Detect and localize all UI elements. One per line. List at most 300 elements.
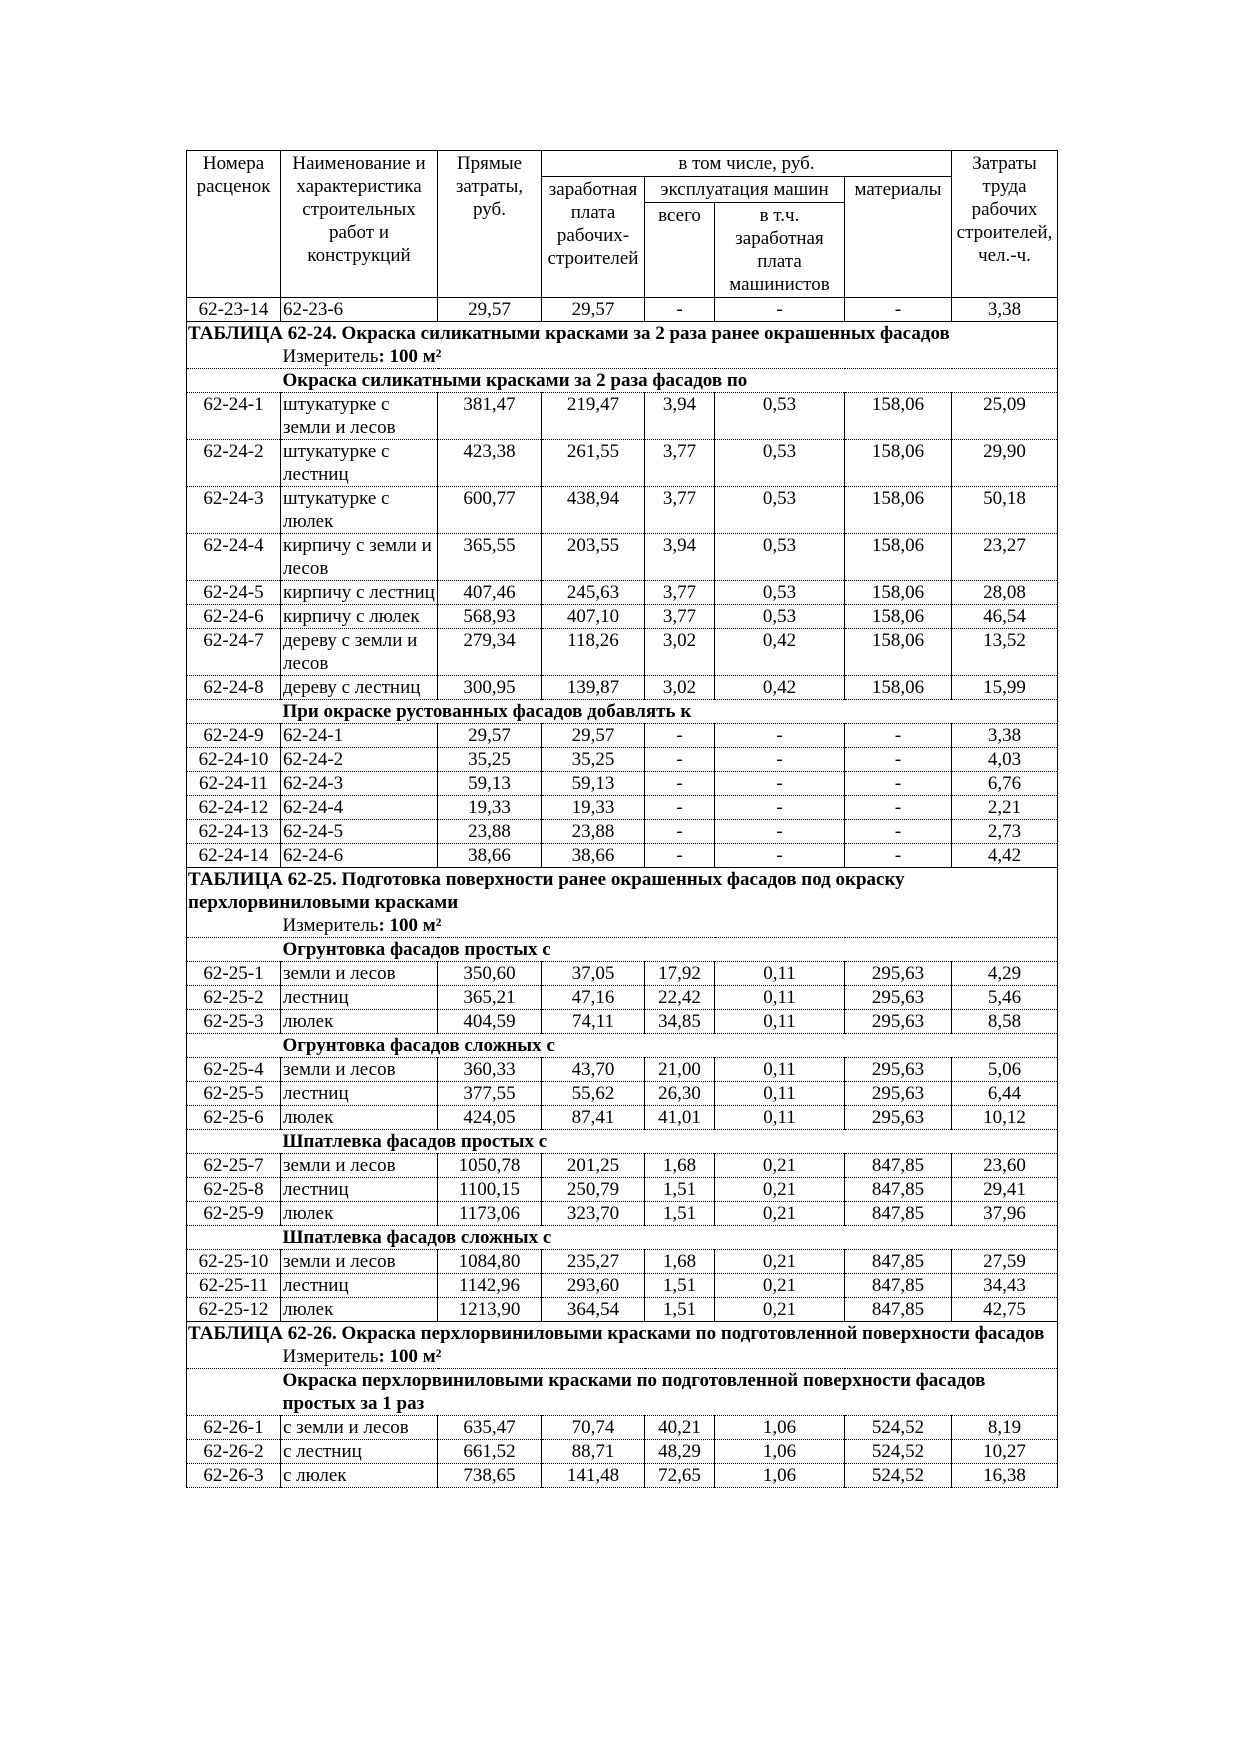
row-materialy: 847,85 — [845, 1298, 952, 1322]
section-heading: Шпатлевка фасадов сложных с — [281, 1226, 1058, 1250]
row-mashinisty: 0,53 — [715, 393, 845, 440]
row-materialy: 158,06 — [845, 393, 952, 440]
section-heading: Окраска силикатными красками за 2 раза фасадов по — [281, 369, 1058, 393]
row-pryamye: 38,66 — [438, 844, 542, 868]
row-code: 62-25-1 — [187, 962, 281, 986]
row-zatraty: 34,43 — [952, 1274, 1058, 1298]
row-vsego: 1,68 — [645, 1154, 715, 1178]
row-zatraty: 8,58 — [952, 1010, 1058, 1034]
row-mashinisty: 0,53 — [715, 581, 845, 605]
table-row — [187, 298, 1058, 322]
row-materialy: 158,06 — [845, 534, 952, 581]
row-vsego: 1,51 — [645, 1274, 715, 1298]
row-pryamye: 738,65 — [438, 1464, 542, 1488]
row-name: земли и лесов — [281, 1058, 438, 1082]
table-title: ТАБЛИЦА 62-24. Окраска силикатными красками за 2 раза ранее окрашенных фасадов — [187, 322, 1058, 346]
row-vsego: 3,77 — [645, 487, 715, 534]
row-zarplata: 47,16 — [542, 986, 645, 1010]
row-code: 62-24-12 — [187, 796, 281, 820]
row-pryamye: 23,88 — [438, 820, 542, 844]
row-code: 62-24-6 — [187, 605, 281, 629]
section-heading: Окраска перхлорвиниловыми красками по подготовленной поверхности фасадов простых за 1 раз — [281, 1369, 1058, 1416]
row-materialy: 847,85 — [845, 1250, 952, 1274]
header-materialy: материалы — [845, 177, 952, 298]
row-zarplata: 55,62 — [542, 1082, 645, 1106]
row-name: 62-24-1 — [281, 724, 438, 748]
measure-row — [187, 1345, 1058, 1369]
row-pryamye: 1142,96 — [438, 1274, 542, 1298]
row-zatraty: 3,38 — [952, 724, 1058, 748]
row-name: кирпичу с лестниц — [281, 581, 438, 605]
row-name: лестниц — [281, 1082, 438, 1106]
table-row — [187, 1464, 1058, 1488]
table-title-row — [187, 868, 1058, 915]
row-code: 62-25-5 — [187, 1082, 281, 1106]
row-materialy: 295,63 — [845, 1106, 952, 1130]
row-vsego: - — [645, 724, 715, 748]
row-pryamye: 407,46 — [438, 581, 542, 605]
measure-label: Измеритель — [282, 915, 379, 936]
row-vsego: 26,30 — [645, 1082, 715, 1106]
row-zatraty: 46,54 — [952, 605, 1058, 629]
row-code: 62-24-5 — [187, 581, 281, 605]
row-code: 62-24-11 — [187, 772, 281, 796]
row-zatraty: 29,41 — [952, 1178, 1058, 1202]
row-materialy: 295,63 — [845, 1010, 952, 1034]
row-name: лестниц — [281, 986, 438, 1010]
row-pryamye: 423,38 — [438, 440, 542, 487]
measure-row — [187, 914, 1058, 938]
row-zarplata: 323,70 — [542, 1202, 645, 1226]
row-zatraty: 13,52 — [952, 629, 1058, 676]
row-mashinisty: 0,11 — [715, 1010, 845, 1034]
section-row — [187, 1034, 1058, 1058]
row-mashinisty: - — [715, 298, 845, 322]
row-pryamye: 365,55 — [438, 534, 542, 581]
row-code: 62-24-9 — [187, 724, 281, 748]
section-spacer — [187, 700, 281, 724]
row-name: земли и лесов — [281, 962, 438, 986]
row-name: 62-24-2 — [281, 748, 438, 772]
row-pryamye: 35,25 — [438, 748, 542, 772]
table-row — [187, 1298, 1058, 1322]
row-mashinisty: 0,42 — [715, 676, 845, 700]
row-name: штукатурке с лестниц — [281, 440, 438, 487]
table-title: ТАБЛИЦА 62-26. Окраска перхлорвиниловыми красками по подготовленной поверхности фасадов — [187, 1322, 1058, 1346]
row-pryamye: 300,95 — [438, 676, 542, 700]
row-pryamye: 59,13 — [438, 772, 542, 796]
row-materialy: 158,06 — [845, 487, 952, 534]
section-heading: Огрунтовка фасадов сложных с — [281, 1034, 1058, 1058]
row-zarplata: 118,26 — [542, 629, 645, 676]
row-code: 62-24-14 — [187, 844, 281, 868]
row-mashinisty: 0,42 — [715, 629, 845, 676]
row-zatraty: 6,76 — [952, 772, 1058, 796]
header-nomera: Номера расценок — [187, 151, 281, 298]
row-zarplata: 29,57 — [542, 724, 645, 748]
row-name: 62-24-4 — [281, 796, 438, 820]
row-zarplata: 38,66 — [542, 844, 645, 868]
row-materialy: 847,85 — [845, 1178, 952, 1202]
row-vsego: 3,02 — [645, 676, 715, 700]
table-row — [187, 1106, 1058, 1130]
table-row — [187, 581, 1058, 605]
header-row-1 — [187, 151, 1058, 177]
row-name: земли и лесов — [281, 1250, 438, 1274]
row-zarplata: 70,74 — [542, 1416, 645, 1440]
row-zatraty: 37,96 — [952, 1202, 1058, 1226]
table-row — [187, 440, 1058, 487]
row-code: 62-24-13 — [187, 820, 281, 844]
row-code: 62-25-7 — [187, 1154, 281, 1178]
table-row — [187, 1010, 1058, 1034]
row-zatraty: 50,18 — [952, 487, 1058, 534]
row-pryamye: 424,05 — [438, 1106, 542, 1130]
row-vsego: 40,21 — [645, 1416, 715, 1440]
row-name: кирпичу с люлек — [281, 605, 438, 629]
section-heading: При окраске рустованных фасадов добавлять к — [281, 700, 1058, 724]
section-row — [187, 1130, 1058, 1154]
table-row — [187, 962, 1058, 986]
row-mashinisty: 0,11 — [715, 1106, 845, 1130]
section-spacer — [187, 1130, 281, 1154]
measure-cell — [281, 1345, 1058, 1369]
row-mashinisty: - — [715, 748, 845, 772]
row-materialy: 295,63 — [845, 1058, 952, 1082]
measure-value: : 100 м² — [378, 915, 442, 936]
row-vsego: 21,00 — [645, 1058, 715, 1082]
row-zatraty: 4,42 — [952, 844, 1058, 868]
table-row — [187, 1058, 1058, 1082]
row-mashinisty: - — [715, 724, 845, 748]
table-row — [187, 820, 1058, 844]
row-name: кирпичу с земли и лесов — [281, 534, 438, 581]
row-name: с люлек — [281, 1464, 438, 1488]
table-row — [187, 1416, 1058, 1440]
row-code: 62-25-6 — [187, 1106, 281, 1130]
row-name: дереву с лестниц — [281, 676, 438, 700]
table-row — [187, 1250, 1058, 1274]
document-page — [186, 150, 1057, 1488]
row-code: 62-24-3 — [187, 487, 281, 534]
row-pryamye: 404,59 — [438, 1010, 542, 1034]
row-zarplata: 139,87 — [542, 676, 645, 700]
row-zarplata: 74,11 — [542, 1010, 645, 1034]
header-pryamye: Прямые затраты, руб. — [438, 151, 542, 298]
row-materialy: 524,52 — [845, 1464, 952, 1488]
row-mashinisty: 0,11 — [715, 1058, 845, 1082]
row-materialy: 524,52 — [845, 1440, 952, 1464]
row-code: 62-24-1 — [187, 393, 281, 440]
row-materialy: - — [845, 724, 952, 748]
row-name: 62-24-6 — [281, 844, 438, 868]
row-name: люлек — [281, 1298, 438, 1322]
row-pryamye: 1050,78 — [438, 1154, 542, 1178]
row-mashinisty: 0,53 — [715, 605, 845, 629]
row-materialy: 158,06 — [845, 629, 952, 676]
row-zarplata: 43,70 — [542, 1058, 645, 1082]
row-code: 62-25-10 — [187, 1250, 281, 1274]
table-row — [187, 487, 1058, 534]
row-name: с земли и лесов — [281, 1416, 438, 1440]
row-materialy: 295,63 — [845, 962, 952, 986]
row-code: 62-26-3 — [187, 1464, 281, 1488]
row-pryamye: 1173,06 — [438, 1202, 542, 1226]
row-code: 62-24-7 — [187, 629, 281, 676]
row-name: штукатурке с люлек — [281, 487, 438, 534]
row-pryamye: 365,21 — [438, 986, 542, 1010]
row-materialy: 158,06 — [845, 605, 952, 629]
row-code: 62-23-14 — [187, 298, 281, 322]
row-materialy: 158,06 — [845, 676, 952, 700]
row-materialy: - — [845, 298, 952, 322]
row-mashinisty: 0,21 — [715, 1202, 845, 1226]
row-mashinisty: 0,53 — [715, 534, 845, 581]
row-mashinisty: 1,06 — [715, 1440, 845, 1464]
measure-row — [187, 345, 1058, 369]
row-vsego: 3,77 — [645, 581, 715, 605]
row-mashinisty: 1,06 — [715, 1416, 845, 1440]
table-row — [187, 1178, 1058, 1202]
row-code: 62-26-1 — [187, 1416, 281, 1440]
row-zarplata: 250,79 — [542, 1178, 645, 1202]
row-zarplata: 37,05 — [542, 962, 645, 986]
row-zarplata: 407,10 — [542, 605, 645, 629]
table-title-row — [187, 322, 1058, 346]
row-name: дереву с земли и лесов — [281, 629, 438, 676]
row-code: 62-25-11 — [187, 1274, 281, 1298]
table-row — [187, 986, 1058, 1010]
row-zatraty: 23,60 — [952, 1154, 1058, 1178]
row-materialy: - — [845, 844, 952, 868]
row-vsego: 3,77 — [645, 440, 715, 487]
table-title-row — [187, 1322, 1058, 1346]
section-row — [187, 1226, 1058, 1250]
row-zatraty: 3,38 — [952, 298, 1058, 322]
table-row — [187, 534, 1058, 581]
section-row — [187, 1369, 1058, 1416]
row-zatraty: 6,44 — [952, 1082, 1058, 1106]
row-mashinisty: 0,21 — [715, 1250, 845, 1274]
section-heading: Огрунтовка фасадов простых с — [281, 938, 1058, 962]
row-pryamye: 350,60 — [438, 962, 542, 986]
row-zatraty: 15,99 — [952, 676, 1058, 700]
section-spacer — [187, 369, 281, 393]
header-zarplata: заработная плата рабочих-строителей — [542, 177, 645, 298]
row-zatraty: 8,19 — [952, 1416, 1058, 1440]
row-name: лестниц — [281, 1274, 438, 1298]
row-code: 62-24-2 — [187, 440, 281, 487]
row-pryamye: 360,33 — [438, 1058, 542, 1082]
header-name: Наименование и характеристика строительных работ и конструкций — [281, 151, 438, 298]
row-vsego: 1,51 — [645, 1298, 715, 1322]
row-mashinisty: 0,11 — [715, 986, 845, 1010]
row-zatraty: 42,75 — [952, 1298, 1058, 1322]
price-table — [186, 150, 1058, 1488]
row-name: люлек — [281, 1202, 438, 1226]
row-mashinisty: 0,21 — [715, 1298, 845, 1322]
row-mashinisty: 0,53 — [715, 440, 845, 487]
row-pryamye: 600,77 — [438, 487, 542, 534]
row-pryamye: 1100,15 — [438, 1178, 542, 1202]
row-zatraty: 5,46 — [952, 986, 1058, 1010]
row-code: 62-25-3 — [187, 1010, 281, 1034]
section-spacer — [187, 1034, 281, 1058]
row-mashinisty: - — [715, 844, 845, 868]
measure-value: : 100 м² — [378, 1346, 442, 1367]
section-spacer — [187, 1226, 281, 1250]
table-row — [187, 1440, 1058, 1464]
row-vsego: - — [645, 298, 715, 322]
row-zarplata: 438,94 — [542, 487, 645, 534]
row-pryamye: 661,52 — [438, 1440, 542, 1464]
row-name: земли и лесов — [281, 1154, 438, 1178]
row-name: лестниц — [281, 1178, 438, 1202]
row-vsego: 3,77 — [645, 605, 715, 629]
row-vsego: - — [645, 772, 715, 796]
row-materialy: - — [845, 748, 952, 772]
row-pryamye: 568,93 — [438, 605, 542, 629]
row-materialy: - — [845, 796, 952, 820]
row-zatraty: 23,27 — [952, 534, 1058, 581]
row-zarplata: 88,71 — [542, 1440, 645, 1464]
row-zarplata: 35,25 — [542, 748, 645, 772]
row-mashinisty: - — [715, 796, 845, 820]
row-vsego: - — [645, 844, 715, 868]
row-zarplata: 141,48 — [542, 1464, 645, 1488]
row-mashinisty: - — [715, 820, 845, 844]
row-zatraty: 28,08 — [952, 581, 1058, 605]
row-vsego: 1,51 — [645, 1178, 715, 1202]
section-heading: Шпатлевка фасадов простых с — [281, 1130, 1058, 1154]
row-vsego: 17,92 — [645, 962, 715, 986]
row-vsego: 34,85 — [645, 1010, 715, 1034]
row-zarplata: 59,13 — [542, 772, 645, 796]
row-code: 62-25-2 — [187, 986, 281, 1010]
row-zatraty: 10,27 — [952, 1440, 1058, 1464]
row-vsego: 1,51 — [645, 1202, 715, 1226]
row-pryamye: 1084,80 — [438, 1250, 542, 1274]
row-name: 62-24-5 — [281, 820, 438, 844]
section-row — [187, 369, 1058, 393]
section-spacer — [187, 938, 281, 962]
row-zarplata: 364,54 — [542, 1298, 645, 1322]
header-vsego: всего — [645, 203, 715, 298]
row-materialy: - — [845, 772, 952, 796]
table-row — [187, 676, 1058, 700]
row-name: люлек — [281, 1106, 438, 1130]
row-mashinisty: - — [715, 772, 845, 796]
row-code: 62-25-9 — [187, 1202, 281, 1226]
row-zatraty: 10,12 — [952, 1106, 1058, 1130]
measure-cell — [281, 914, 1058, 938]
row-zarplata: 201,25 — [542, 1154, 645, 1178]
row-code: 62-24-4 — [187, 534, 281, 581]
table-row — [187, 1202, 1058, 1226]
section-spacer — [187, 1369, 281, 1416]
measure-cell — [281, 345, 1058, 369]
header-zatraty: Затраты труда рабочих строителей, чел.-ч. — [952, 151, 1058, 298]
row-zarplata: 87,41 — [542, 1106, 645, 1130]
row-pryamye: 377,55 — [438, 1082, 542, 1106]
table-row — [187, 1082, 1058, 1106]
row-code: 62-26-2 — [187, 1440, 281, 1464]
measure-value: : 100 м² — [378, 346, 442, 367]
row-code: 62-24-8 — [187, 676, 281, 700]
row-zatraty: 2,21 — [952, 796, 1058, 820]
measure-spacer — [187, 914, 281, 938]
row-vsego: 22,42 — [645, 986, 715, 1010]
header-ekspl: эксплуатация машин — [645, 177, 845, 203]
row-zarplata: 19,33 — [542, 796, 645, 820]
table-row — [187, 724, 1058, 748]
row-pryamye: 635,47 — [438, 1416, 542, 1440]
row-pryamye: 19,33 — [438, 796, 542, 820]
measure-label: Измеритель — [282, 1346, 379, 1367]
row-pryamye: 29,57 — [438, 724, 542, 748]
table-row — [187, 1274, 1058, 1298]
row-mashinisty: 0,11 — [715, 962, 845, 986]
row-vsego: - — [645, 820, 715, 844]
row-materialy: 158,06 — [845, 440, 952, 487]
table-row — [187, 1154, 1058, 1178]
row-materialy: 847,85 — [845, 1154, 952, 1178]
row-name: 62-23-6 — [281, 298, 438, 322]
measure-spacer — [187, 1345, 281, 1369]
row-zarplata: 203,55 — [542, 534, 645, 581]
row-materialy: 295,63 — [845, 986, 952, 1010]
table-row — [187, 629, 1058, 676]
row-zatraty: 4,29 — [952, 962, 1058, 986]
row-vsego: 72,65 — [645, 1464, 715, 1488]
measure-spacer — [187, 345, 281, 369]
row-materialy: 524,52 — [845, 1416, 952, 1440]
table-row — [187, 748, 1058, 772]
row-mashinisty: 0,21 — [715, 1154, 845, 1178]
row-code: 62-25-4 — [187, 1058, 281, 1082]
row-vsego: - — [645, 796, 715, 820]
row-vsego: 3,02 — [645, 629, 715, 676]
table-row — [187, 393, 1058, 440]
row-mashinisty: 0,53 — [715, 487, 845, 534]
row-mashinisty: 0,11 — [715, 1082, 845, 1106]
row-mashinisty: 0,21 — [715, 1274, 845, 1298]
row-zarplata: 261,55 — [542, 440, 645, 487]
row-materialy: 847,85 — [845, 1202, 952, 1226]
row-name: с лестниц — [281, 1440, 438, 1464]
row-name: штукатурке с земли и лесов — [281, 393, 438, 440]
row-zarplata: 235,27 — [542, 1250, 645, 1274]
table-row — [187, 772, 1058, 796]
section-row — [187, 700, 1058, 724]
row-materialy: 295,63 — [845, 1082, 952, 1106]
row-pryamye: 1213,90 — [438, 1298, 542, 1322]
row-code: 62-25-8 — [187, 1178, 281, 1202]
row-zarplata: 293,60 — [542, 1274, 645, 1298]
row-zatraty: 2,73 — [952, 820, 1058, 844]
row-vsego: 41,01 — [645, 1106, 715, 1130]
measure-label: Измеритель — [282, 346, 379, 367]
row-vsego: 1,68 — [645, 1250, 715, 1274]
row-zatraty: 25,09 — [952, 393, 1058, 440]
row-name: 62-24-3 — [281, 772, 438, 796]
row-vsego: 48,29 — [645, 1440, 715, 1464]
row-pryamye: 29,57 — [438, 298, 542, 322]
row-zarplata: 245,63 — [542, 581, 645, 605]
row-mashinisty: 1,06 — [715, 1464, 845, 1488]
row-mashinisty: 0,21 — [715, 1178, 845, 1202]
section-row — [187, 938, 1058, 962]
